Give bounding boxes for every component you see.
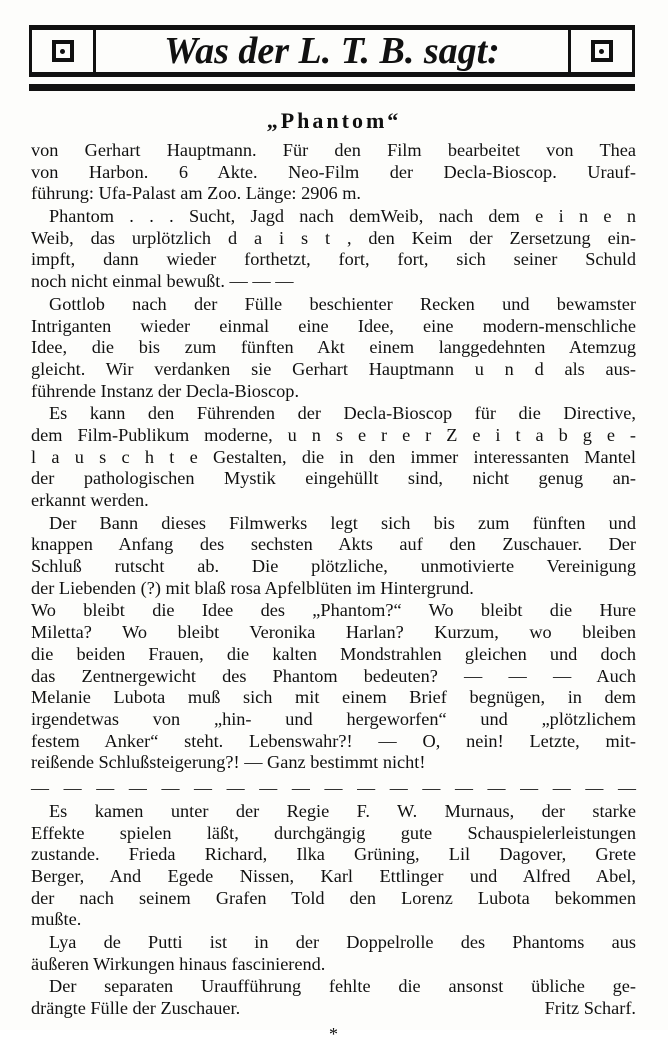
author-signature: Fritz Scharf. (544, 998, 636, 1019)
text-line: erkannt werden. (31, 490, 149, 510)
paragraph (31, 976, 636, 1019)
text-line: Es kann den Führenden der Decla-Bioscop für die Directive, (49, 403, 636, 424)
paragraph-group-2 (31, 801, 636, 1020)
text-line: reißende Schlußsteigerung?! — Ganz bestimmt nicht! (31, 752, 426, 773)
paragraph (31, 513, 636, 600)
text-line: die beiden Frauen, die kalten Mondstrahlen gleichen und doch (31, 643, 636, 664)
text-line: Schluß rutscht ab. Die plötzliche, unmotivierte Vereinigung (31, 556, 636, 577)
text-line: Der separaten Uraufführung fehlte die ansonst übliche ge- (49, 976, 636, 997)
header-rule (29, 84, 635, 91)
square-dot-icon (591, 40, 613, 62)
text-line: irgendetwas von „hin- und hergeworfen“ und „plötzlichem (31, 708, 636, 729)
separator-dashes: — — — — — — — — — — — — — — — — — — — (31, 777, 636, 798)
text-line: mußte. (31, 909, 82, 930)
text-line: impft, dann wieder forthetzt, fort, fort, sich seiner Schuld (31, 249, 636, 270)
text-line: Gottlob nach der Fülle beschienter Recken und bewamster (49, 293, 636, 314)
paragraph (31, 140, 636, 205)
text-line: knappen Anfang des sechsten Akts auf den Zuschauer. Der (31, 534, 636, 555)
paragraph (31, 403, 636, 511)
text-line: noch nicht einmal bewußt. — — — (31, 271, 294, 292)
paragraph (31, 801, 636, 931)
text-line: Miletta? Wo bleibt Veronika Harlan? Kurzum, wo bleiben (31, 622, 636, 643)
text-line: der Liebenden (?) mit blaß rosa Apfelblüten im Hintergrund. (31, 577, 474, 598)
text-line: zustande. Frieda Richard, Ilka Grüning, Lil Dagover, Grete (31, 844, 636, 865)
text-line: der nach seinem Grafen Told den Lorenz Lubota bekommen (31, 887, 636, 908)
paragraph (31, 932, 636, 975)
text-line: Phantom . . . Sucht, Jagd nach demWeib, nach dem e i n e n (49, 206, 636, 227)
text-line: das Zentnergewicht des Phantom bedeuten? — — — Auch (31, 665, 636, 686)
end-mark: * (329, 1023, 338, 1044)
text-line: drängte Fülle der Zuschauer. (31, 998, 241, 1019)
text-line: Wo bleibt die Idee des „Phantom?“ Wo bleibt die Hure (31, 600, 636, 621)
text-line: gleicht. Wir verdanken sie Gerhart Hauptmann u n d als aus- (31, 358, 636, 379)
text-line: Lya de Putti ist in der Doppelrolle des Phantoms aus (49, 932, 636, 953)
text-line: von Gerhart Hauptmann. Für den Film bearbeitet von Thea (31, 140, 636, 160)
text-line: Der Bann dieses Filmwerks legt sich bis zum fünften und (49, 512, 636, 533)
text-line: von Harbon. 6 Akte. Neo-Film der Decla-Bioscop. Urauf- (31, 161, 636, 182)
text-line: führung: Ufa-Palast am Zoo. Länge: 2906 m. (31, 183, 361, 204)
paragraph (31, 600, 636, 774)
text-line: führende Instanz der Decla-Bioscop. (31, 380, 300, 401)
text-line: Es kamen unter der Regie F. W. Murnaus, der starke (49, 800, 636, 821)
paragraph (31, 294, 636, 402)
text-line: Idee, die bis zum fünften Akt einem langgedehnten Atemzug (31, 337, 636, 358)
article-body (31, 140, 636, 1044)
text-line: Effekte spielen läßt, durchgängig gute Schauspielerleistungen (31, 822, 636, 843)
text-line: Weib, das urplötzlich d a i s t , den Keim der Zersetzung ein- (31, 227, 636, 248)
text-line: festem Anker“ steht. Lebenswahr?! — O, nein! Letzte, mit- (31, 730, 636, 751)
text-line: Intriganten wieder einmal eine Idee, eine modern-menschliche (31, 315, 636, 336)
square-dot-icon (52, 40, 74, 62)
text-line: Berger, And Egede Nissen, Karl Ettlinger und Alfred Abel, (31, 866, 636, 886)
paragraph (31, 206, 636, 293)
header-frame (29, 25, 635, 77)
header-ornament-left (32, 30, 96, 72)
article-title: „Phantom“ (266, 108, 402, 133)
text-line: dem Film-Publikum moderne, u n s e r e r Z e i t a b g e - (31, 424, 636, 445)
paragraph-group-1 (31, 140, 636, 774)
header-ornament-right (568, 30, 632, 72)
text-line: l a u s c h t e Gestalten, die in den immer interessanten Mantel (31, 446, 636, 467)
text-line: Melanie Lubota muß sich mit einem Brief begnügen, in dem (31, 687, 636, 708)
header-title: Was der L. T. B. sagt: (164, 30, 500, 72)
text-line: der pathologischen Mystik eingehüllt sind, nicht genug an- (31, 468, 636, 489)
text-line: äußeren Wirkungen hinaus fascinierend. (31, 953, 326, 974)
